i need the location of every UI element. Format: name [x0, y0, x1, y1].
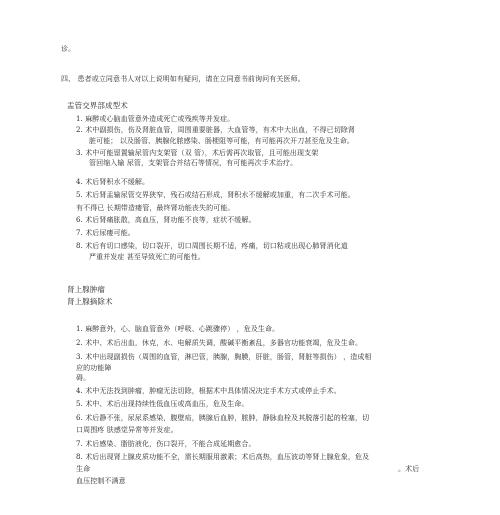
section2-item-3-cont2: 碍。 — [76, 374, 91, 382]
section2-item-8-tail: 。术后 — [398, 465, 420, 473]
intro-line-2: 四、 患者或立同意书人对以上说明如有疑问，请在立同意书前询问有关医师。 — [61, 75, 305, 83]
section2-item-1: 1. 麻醉意外，心、脑血管意外（呼吸、心跳骤停） ，危及生命。 — [76, 325, 280, 333]
section1-item-2-cont: 脏可能； 以及肠管、胰腺化脓感染、肠梗阻等可能，有可能再次开刀甚至危及生命。 — [89, 137, 355, 145]
section1-title: 盂管交界部成型术 — [67, 101, 128, 110]
section1-item-8-cont: 严重并发症 甚至导致死亡的可能性。 — [89, 253, 205, 261]
section1-item-8: 8. 术后有切口感染，切口裂开，切口周围长期不适，疼痛，切口粘或出现心肺肾消化道 — [76, 242, 348, 250]
section1-item-3-cont: 管回缩入输 尿管，支架管合并结石等情况，有可能再次手术治疗。 — [89, 159, 298, 167]
section2-item-2: 2. 术中、术后出血，休克，水、电解质失调，酸碱平衡紊乱，多器官功能衰竭，危及生命。 — [76, 339, 363, 347]
section2-item-7: 7. 术后感染、脂肪液化，伤口裂开，不能合成延期愈合。 — [76, 440, 256, 448]
section2-item-8-cont: 生命 — [76, 465, 91, 473]
section1-item-7: 7. 术后尿瘘可能。 — [76, 229, 135, 237]
section2-title-1: 肾上腺肿瘤 — [67, 285, 105, 294]
section2-item-5: 5. 术中、术后出现持续性低血压或高血压，危及生命。 — [76, 400, 249, 408]
section2-item-3-cont: 应的功能障 — [76, 364, 112, 372]
intro-line-1: 诊。 — [61, 45, 76, 53]
section1-item-4: 4. 术后肾积水不缓解。 — [76, 178, 150, 186]
section1-item-6: 6. 术后肾痛胀散，高血压，肾功能不良等，症状不缓解。 — [76, 216, 256, 224]
section2-item-3: 3. 术中出现副损伤（周围的血管，淋巴管，胰腺，胸膜，肝脏，肠管，肾脏等损伤） ，造成相 — [76, 353, 372, 361]
section1-item-5: 5. 术后肾盂输尿管交界狭窄，残石或结石形成，肾积水不缓解或加重，有二次手术可能。 — [76, 191, 356, 199]
section1-item-3: 3. 术中可能留置输尿管内支架管（双 管），术后需再次取管，且可能出现支架 — [76, 149, 319, 157]
section1-item-2: 2. 术中副损伤，伤及肾脏血管，周围重要脏器，大血管等，有术中大出血，不得已切除肾 — [76, 126, 356, 134]
section2-item-6: 6. 术后静不张，尿尿系感染，腹壁疝，胰腺后血肿，脓肿，静脉血栓及其脱落引起的栓塞，切 — [76, 414, 370, 422]
section1-item-5-cont: 有不得已 长期带造瘘管，最终肾功能丧失的可能。 — [76, 204, 235, 212]
section2-item-8: 8. 术后出现肾上腺皮质功能不全，需长期服用激素；术后高热，血压波动等肾上腺危象，危及 — [76, 453, 370, 461]
section2-item-6-cont: 口周围疼 肤感觉异常等并发症。 — [76, 426, 178, 434]
section2-item-4: 4. 术中无法找到肿瘤，肿瘤无法切除，根据术中具体情况决定手术方式或停止手术。 — [76, 387, 341, 395]
section2-title-2: 肾上腺摘除术 — [67, 297, 113, 306]
section2-item-8-cont2: 血压控制不满意 — [76, 477, 126, 485]
section1-item-1: 1. 麻醉或心脑血管意外造成死亡或残疾等并发症。 — [76, 115, 235, 123]
